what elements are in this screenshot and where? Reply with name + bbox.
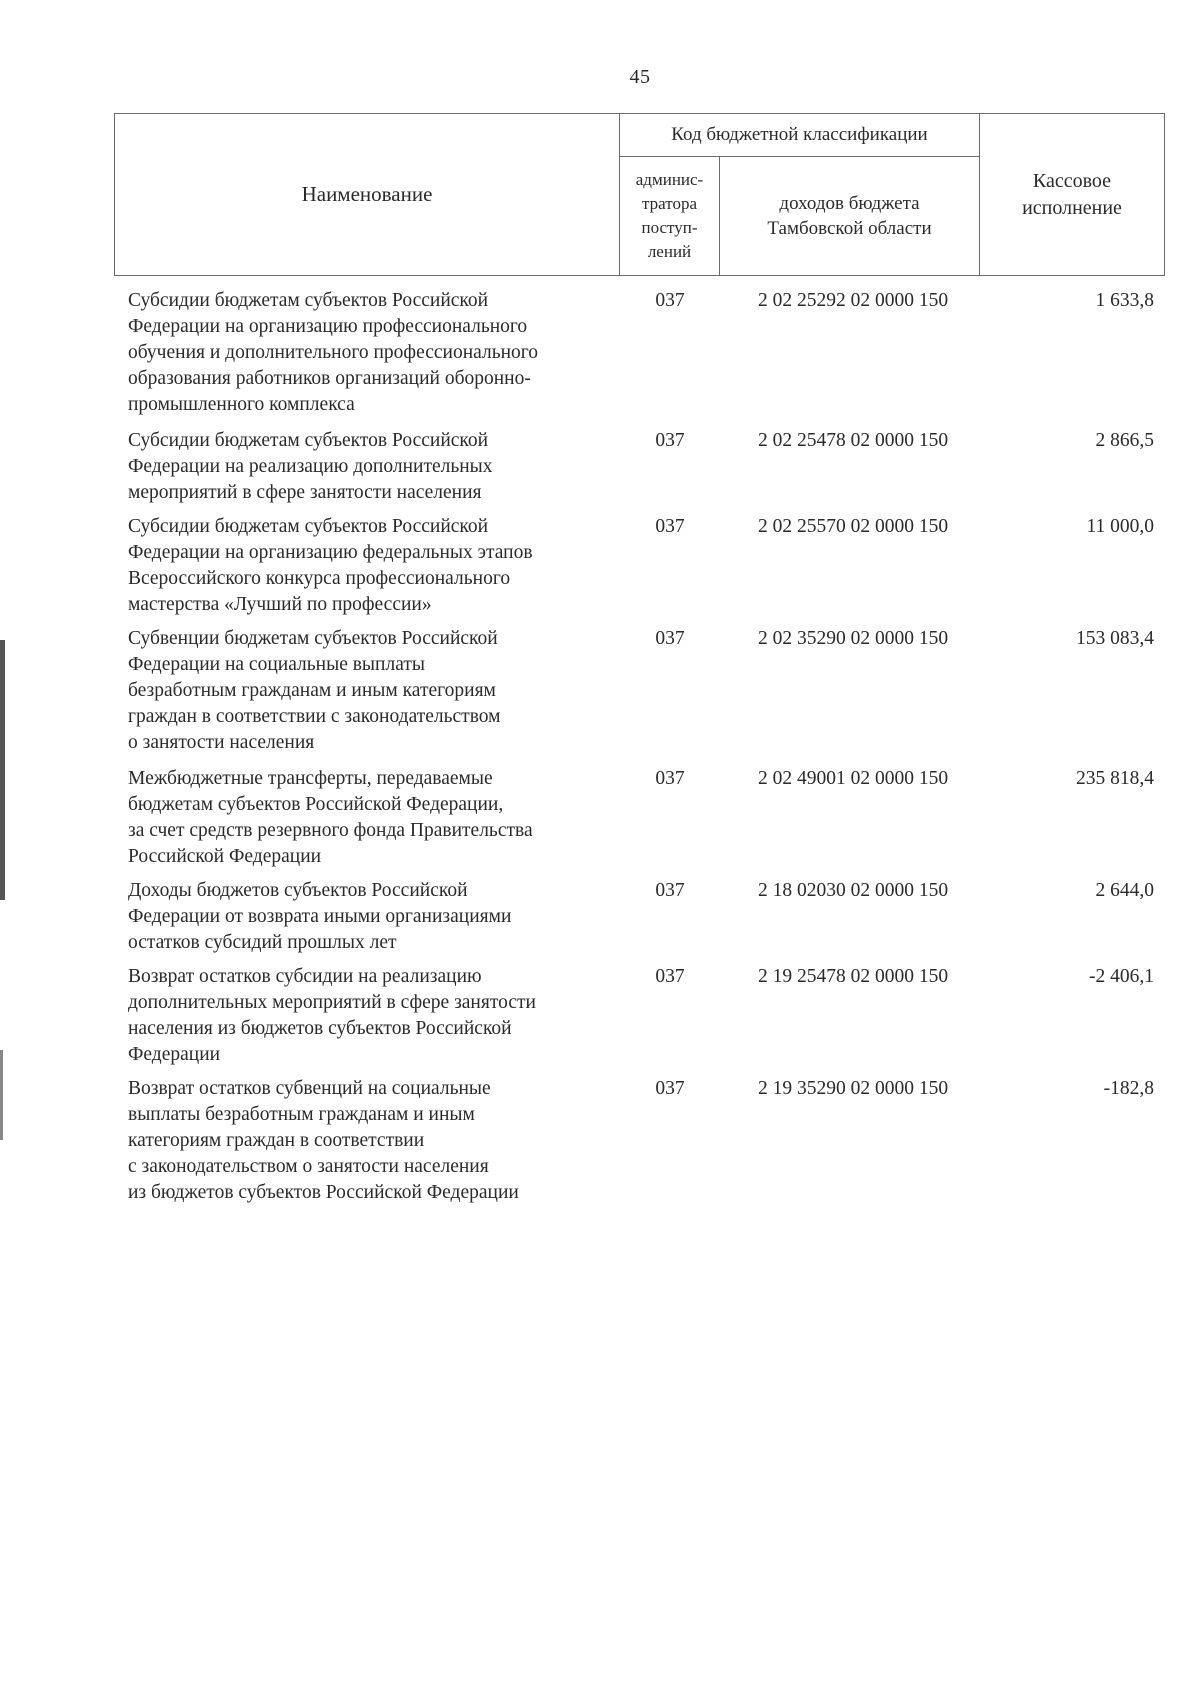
row-name: Субсидии бюджетам субъектов Российской Федерации на организацию профессионального обучения и дополнительного профессионального образования работников организаций оборонно- промышленного комплекса bbox=[128, 290, 539, 415]
column-header-administrator: админис- тратора поступ- лений bbox=[620, 157, 720, 276]
row-name: Возврат остатков субвенций на социальные выплаты безработным гражданам и иным категориям граждан в соответствии с законодательством о занятости населения из бюджетов субъектов Российской Федерации bbox=[128, 1078, 519, 1203]
row-amount: 2 644,0 bbox=[1095, 880, 1154, 901]
row-revenue-code: 2 02 35290 02 0000 150 bbox=[757, 628, 949, 649]
column-header-budget-code: Код бюджетной классификации bbox=[620, 114, 980, 157]
row-amount: 2 866,5 bbox=[1095, 430, 1154, 451]
row-name: Субсидии бюджетам субъектов Российской Федерации на организацию федеральных этапов Всероссийского конкурса профессионального мастерства «Лучший по профессии» bbox=[128, 516, 533, 615]
row-amount: -2 406,1 bbox=[1089, 966, 1154, 987]
row-name: Возврат остатков субсидии на реализацию дополнительных мероприятий в сфере занятости населения из бюджетов субъектов Российской Федерации bbox=[128, 966, 536, 1065]
row-name: Межбюджетные трансферты, передаваемые бюджетам субъектов Российской Федерации, за счет средств резервного фонда Правительства Российской Федерации bbox=[128, 768, 533, 867]
row-admin-code: 037 bbox=[655, 1078, 685, 1099]
row-amount: 11 000,0 bbox=[1086, 516, 1154, 537]
row-revenue-code: 2 02 49001 02 0000 150 bbox=[757, 768, 949, 789]
row-revenue-code: 2 19 25478 02 0000 150 bbox=[757, 966, 949, 987]
row-name: Субсидии бюджетам субъектов Российской Федерации на реализацию дополнительных мероприятий в сфере занятости населения bbox=[128, 430, 493, 503]
row-admin-code: 037 bbox=[655, 880, 685, 901]
row-amount: 1 633,8 bbox=[1095, 290, 1154, 311]
row-admin-code: 037 bbox=[655, 516, 685, 537]
row-revenue-code: 2 02 25570 02 0000 150 bbox=[757, 516, 949, 537]
page-number: 45 bbox=[629, 66, 651, 88]
row-revenue-code: 2 02 25292 02 0000 150 bbox=[757, 290, 949, 311]
row-admin-code: 037 bbox=[655, 290, 685, 311]
row-revenue-code: 2 19 35290 02 0000 150 bbox=[757, 1078, 949, 1099]
row-amount: -182,8 bbox=[1103, 1078, 1154, 1099]
row-revenue-code: 2 02 25478 02 0000 150 bbox=[757, 430, 949, 451]
row-amount: 153 083,4 bbox=[1076, 628, 1154, 649]
column-header-name: Наименование bbox=[115, 114, 620, 276]
row-admin-code: 037 bbox=[655, 768, 685, 789]
row-name: Субвенции бюджетам субъектов Российской Федерации на социальные выплаты безработным гражданам и иным категориям граждан в соответствии с законодательством о занятости населения bbox=[128, 628, 501, 753]
scan-edge-mark bbox=[0, 640, 5, 900]
table-header bbox=[114, 113, 1165, 276]
scan-edge-mark bbox=[0, 1050, 3, 1140]
row-admin-code: 037 bbox=[655, 966, 685, 987]
row-admin-code: 037 bbox=[655, 628, 685, 649]
column-header-cash-execution: Кассовое исполнение bbox=[980, 114, 1165, 276]
column-header-revenue-code: доходов бюджета Тамбовской области bbox=[720, 157, 980, 276]
row-name: Доходы бюджетов субъектов Российской Федерации от возврата иными организациями остатков субсидий прошлых лет bbox=[128, 880, 512, 953]
row-amount: 235 818,4 bbox=[1076, 768, 1154, 789]
row-revenue-code: 2 18 02030 02 0000 150 bbox=[757, 880, 949, 901]
row-admin-code: 037 bbox=[655, 430, 685, 451]
